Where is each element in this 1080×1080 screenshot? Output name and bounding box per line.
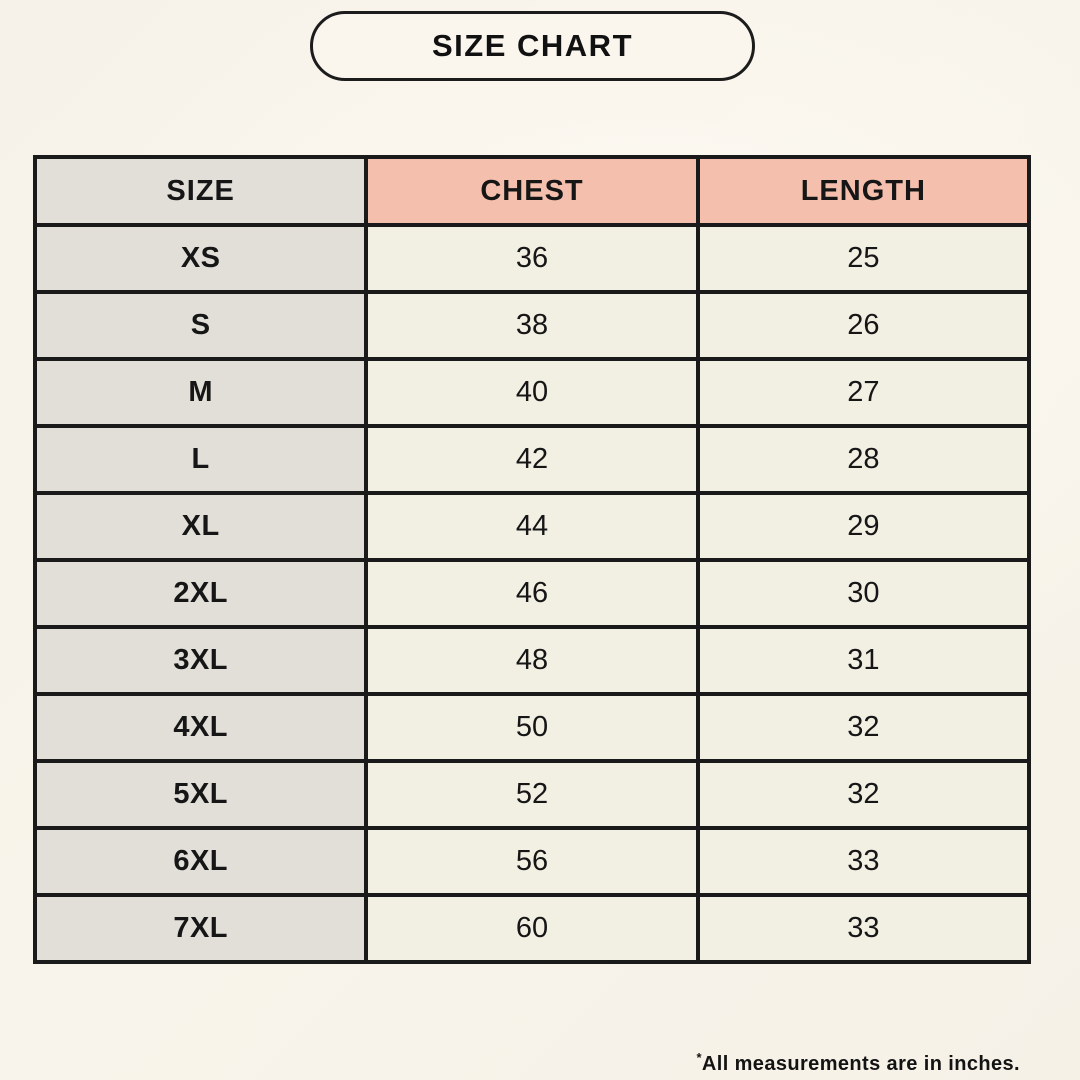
header-size: SIZE [35, 157, 366, 225]
length-cell: 32 [698, 694, 1029, 761]
chest-cell: 36 [366, 225, 697, 292]
footnote [696, 1050, 1020, 1076]
length-cell: 28 [698, 426, 1029, 493]
size-cell: S [35, 292, 366, 359]
size-cell: XS [35, 225, 366, 292]
chest-cell: 46 [366, 560, 697, 627]
table-row-2xl [35, 560, 1029, 627]
size-cell: XL [35, 493, 366, 560]
header-chest: CHEST [366, 157, 697, 225]
length-cell: 31 [698, 627, 1029, 694]
table-row-m [35, 359, 1029, 426]
length-cell: 33 [698, 895, 1029, 962]
size-cell: 7XL [35, 895, 366, 962]
chest-cell: 40 [366, 359, 697, 426]
length-cell: 32 [698, 761, 1029, 828]
chest-cell: 48 [366, 627, 697, 694]
footnote-asterisk: * [696, 1050, 702, 1065]
table-row-6xl [35, 828, 1029, 895]
table-row-s [35, 292, 1029, 359]
length-cell: 33 [698, 828, 1029, 895]
table-row-3xl [35, 627, 1029, 694]
chest-cell: 60 [366, 895, 697, 962]
size-cell: 5XL [35, 761, 366, 828]
size-cell: 3XL [35, 627, 366, 694]
chest-cell: 50 [366, 694, 697, 761]
table-row-l [35, 426, 1029, 493]
chest-cell: 38 [366, 292, 697, 359]
chest-cell: 42 [366, 426, 697, 493]
chest-cell: 44 [366, 493, 697, 560]
header-length: LENGTH [698, 157, 1029, 225]
length-cell: 29 [698, 493, 1029, 560]
table-row-xs [35, 225, 1029, 292]
size-cell: 4XL [35, 694, 366, 761]
table-row-7xl [35, 895, 1029, 962]
size-chart-table [33, 155, 1031, 964]
table-body [35, 225, 1029, 962]
chest-cell: 56 [366, 828, 697, 895]
chest-cell: 52 [366, 761, 697, 828]
table-row-5xl [35, 761, 1029, 828]
table-row-4xl [35, 694, 1029, 761]
length-cell: 27 [698, 359, 1029, 426]
length-cell: 25 [698, 225, 1029, 292]
size-cell: 2XL [35, 560, 366, 627]
size-cell: M [35, 359, 366, 426]
page-title: SIZE CHART [432, 28, 633, 63]
length-cell: 26 [698, 292, 1029, 359]
size-cell: 6XL [35, 828, 366, 895]
size-cell: L [35, 426, 366, 493]
title-pill [310, 11, 755, 81]
length-cell: 30 [698, 560, 1029, 627]
table-header-row [35, 157, 1029, 225]
footnote-text: All measurements are in inches. [701, 1053, 1020, 1075]
table-row-xl [35, 493, 1029, 560]
